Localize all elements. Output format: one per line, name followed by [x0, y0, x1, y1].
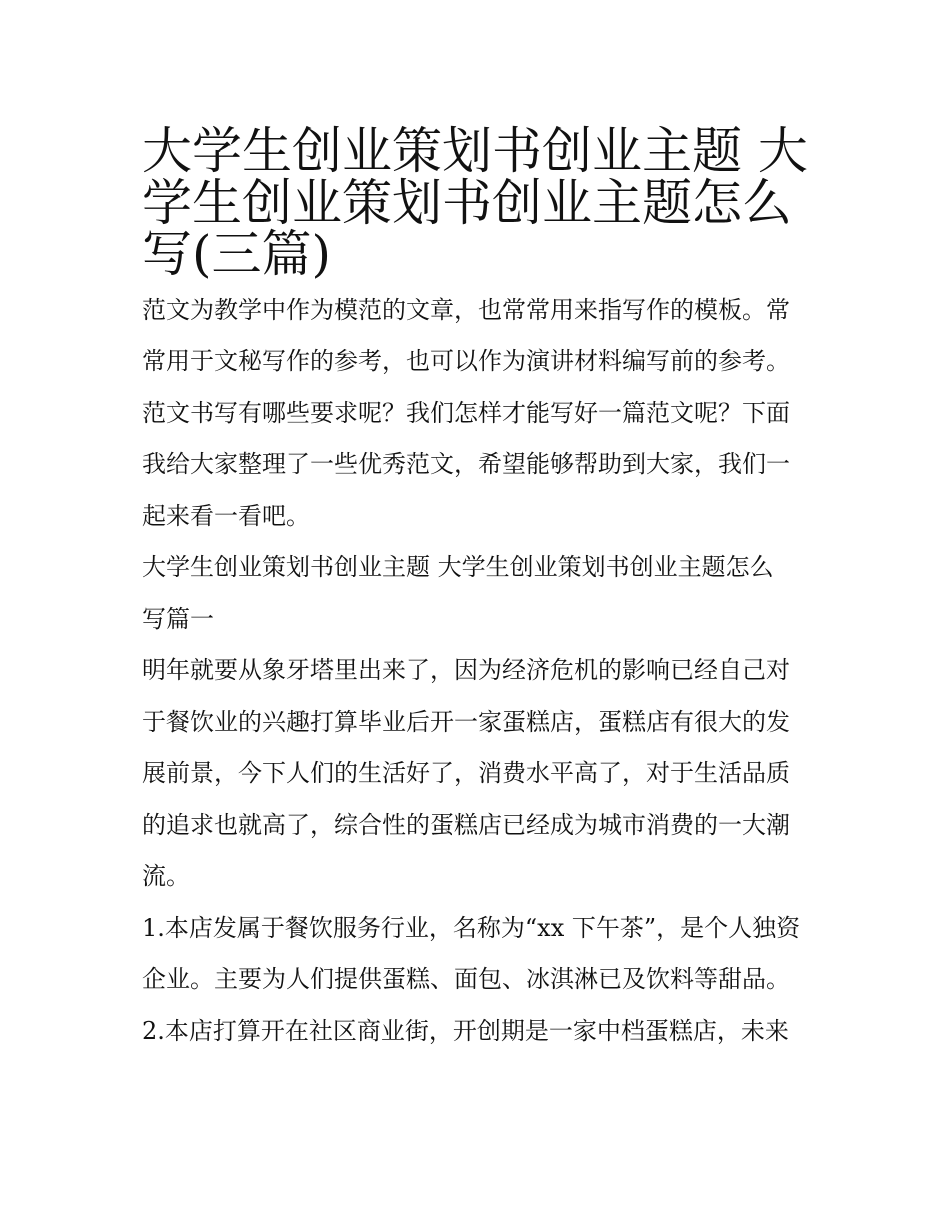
numbered-item-line: 企业。主要为人们提供蛋糕、面包、冰淇淋已及饮料等甜品。: [142, 965, 790, 993]
body-line: 范文书写有哪些要求呢？我们怎样才能写好一篇范文呢？下面: [142, 398, 790, 427]
body-line: 常用于文秘写作的参考，也可以作为演讲材料编写前的参考。: [142, 347, 790, 375]
numbered-item-line: 2.本店打算开在社区商业街，开创期是一家中档蛋糕店，未来: [142, 1016, 789, 1045]
document-body: [142, 285, 822, 1058]
document-title: [142, 112, 822, 283]
body-line: 流。: [142, 862, 190, 890]
body-line: 明年就要从象牙塔里出来了，因为经济危机的影响已经自己对: [142, 656, 790, 684]
document-content: [142, 112, 822, 1057]
body-line: 展前景，今下人们的生活好了，消费水平高了，对于生活品质: [142, 759, 790, 787]
section-heading-line: 写篇一: [142, 604, 214, 633]
title-line: 写(三篇): [142, 225, 332, 283]
body-line: 我给大家整理了一些优秀范文，希望能够帮助到大家，我们一: [142, 450, 790, 478]
body-line: 于餐饮业的兴趣打算毕业后开一家蛋糕店，蛋糕店有很大的发: [142, 707, 790, 736]
body-line: 范文为教学中作为模范的文章，也常常用来指写作的模板。常: [142, 295, 790, 324]
numbered-item-line: 1.本店发属于餐饮服务行业，名称为“xx 下午茶”，是个人独资: [142, 913, 801, 942]
title-line: 大学生创业策划书创业主题 大: [142, 122, 808, 180]
body-line: 起来看一看吧。: [142, 501, 310, 530]
section-heading-line: 大学生创业策划书创业主题 大学生创业策划书创业主题怎么: [142, 553, 774, 581]
title-line: 学生创业策划书创业主题怎么: [142, 173, 792, 232]
body-line: 的追求也就高了，综合性的蛋糕店已经成为城市消费的一大潮: [142, 810, 790, 839]
